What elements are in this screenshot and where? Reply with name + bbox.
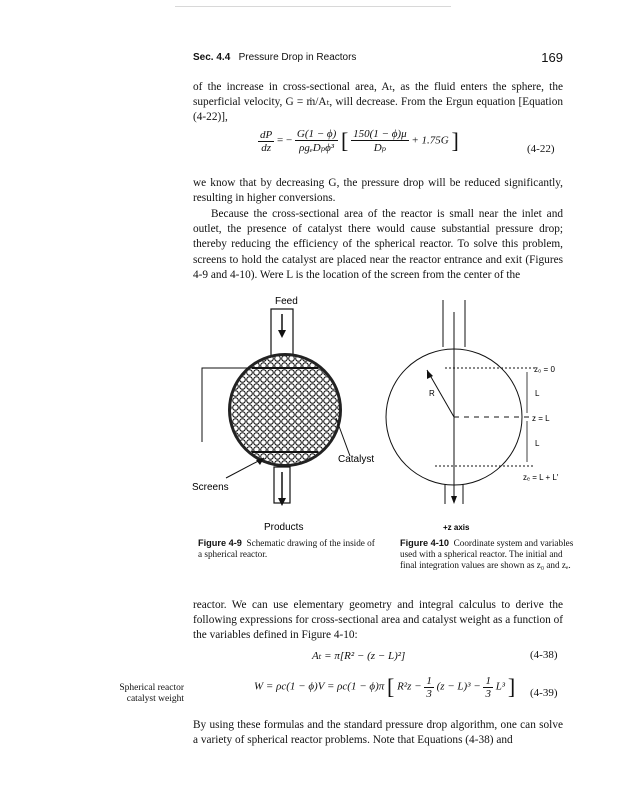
z-axis-arrowhead xyxy=(451,496,457,504)
paragraph-4: reactor. We can use elementary geometry and integral calculus to derive the following expressions for cross-sectional area and catalyst weight as a function of the variables defined in Figure 4-10: xyxy=(193,599,563,642)
paragraph-1: of the increase in cross-sectional area, Aₜ, as the fluid enters the sphere, the superficial velocity, G = ṁ/Aₜ, will decrease. From the Ergun equation [Equation (4-22)], xyxy=(193,81,563,124)
paragraph-5: By using these formulas and the standard pressure drop algorithm, one can solve a variety of spherical reactor problems. Note that Equations (4-38) and xyxy=(193,719,563,747)
L-label-top: L xyxy=(535,389,540,398)
equation-4-39: W = ρc(1 − ϕ)V = ρc(1 − ϕ)π [ R²z − $\frac{1}{3}$ (z − L)³ − $\frac{1}{3}$ L³ ] xyxy=(254,674,516,700)
equation-4-38: Aₜ = π[R² − (z − L)²] xyxy=(312,650,406,662)
radius-label: R xyxy=(429,389,435,398)
page-number: 169 xyxy=(541,50,563,65)
L-label-bottom: L xyxy=(535,439,540,448)
products-label: Products xyxy=(264,522,304,532)
equation-4-22-number: (4-22) xyxy=(527,143,555,155)
top-rule xyxy=(175,6,451,7)
catalyst-label: Catalyst xyxy=(338,454,375,465)
equation-4-22: $\frac{dP}{dz}$ = − $\frac{G(1 - \phi)}{\text{ρgₑDₚϕ³}}$ [ $\frac{150(1 - \phi)\mu}{\text{Dₚ}}$ + 1.75G ] xyxy=(260,128,459,154)
paragraph-2: we know that by decreasing G, the pressure drop will be reduced significantly, resulting in higher conversions. xyxy=(193,177,563,205)
equation-4-38-number: (4-38) xyxy=(530,649,558,661)
paragraph-3: Because the cross-sectional area of the reactor is small near the inlet and outlet, the presence of catalyst there would cause substantial pressure drop; thereby reducing the efficiency of the spherical reactor. To solve this problem, screens to hold the catalyst are placed near the reactor entrance and exit (Figures 4-9 and 4-10). Were L is the location of the screen from the center of the xyxy=(193,208,563,281)
equation-4-39-number: (4-39) xyxy=(530,687,558,699)
figure-4-9-caption: Figure 4-9 Schematic drawing of the inside of a spherical reactor. xyxy=(198,538,375,559)
zL-label: z = L xyxy=(532,414,550,423)
figure-4-9 xyxy=(190,292,380,532)
catalyst-leader xyxy=(336,418,350,456)
radius-arrowhead xyxy=(427,370,433,379)
figure-4-10-caption: Figure 4-10 Coordinate system and variables used with a spherical reactor. The initial and final integration values are shown as z₀ and zₑ. xyxy=(400,538,574,570)
screens-label: Screens xyxy=(192,482,229,493)
z0-label: z₀ = 0 xyxy=(534,365,555,374)
z-axis-label: +z axis xyxy=(443,523,470,532)
zf-label: zₑ = L + L′ xyxy=(523,473,559,482)
feed-label: Feed xyxy=(275,296,298,307)
section-title: Sec. 4.4 Pressure Drop in Reactors xyxy=(193,52,357,63)
running-header xyxy=(193,52,563,68)
margin-note: Spherical reactor catalyst weight xyxy=(119,683,184,704)
figure-4-10 xyxy=(385,292,570,532)
